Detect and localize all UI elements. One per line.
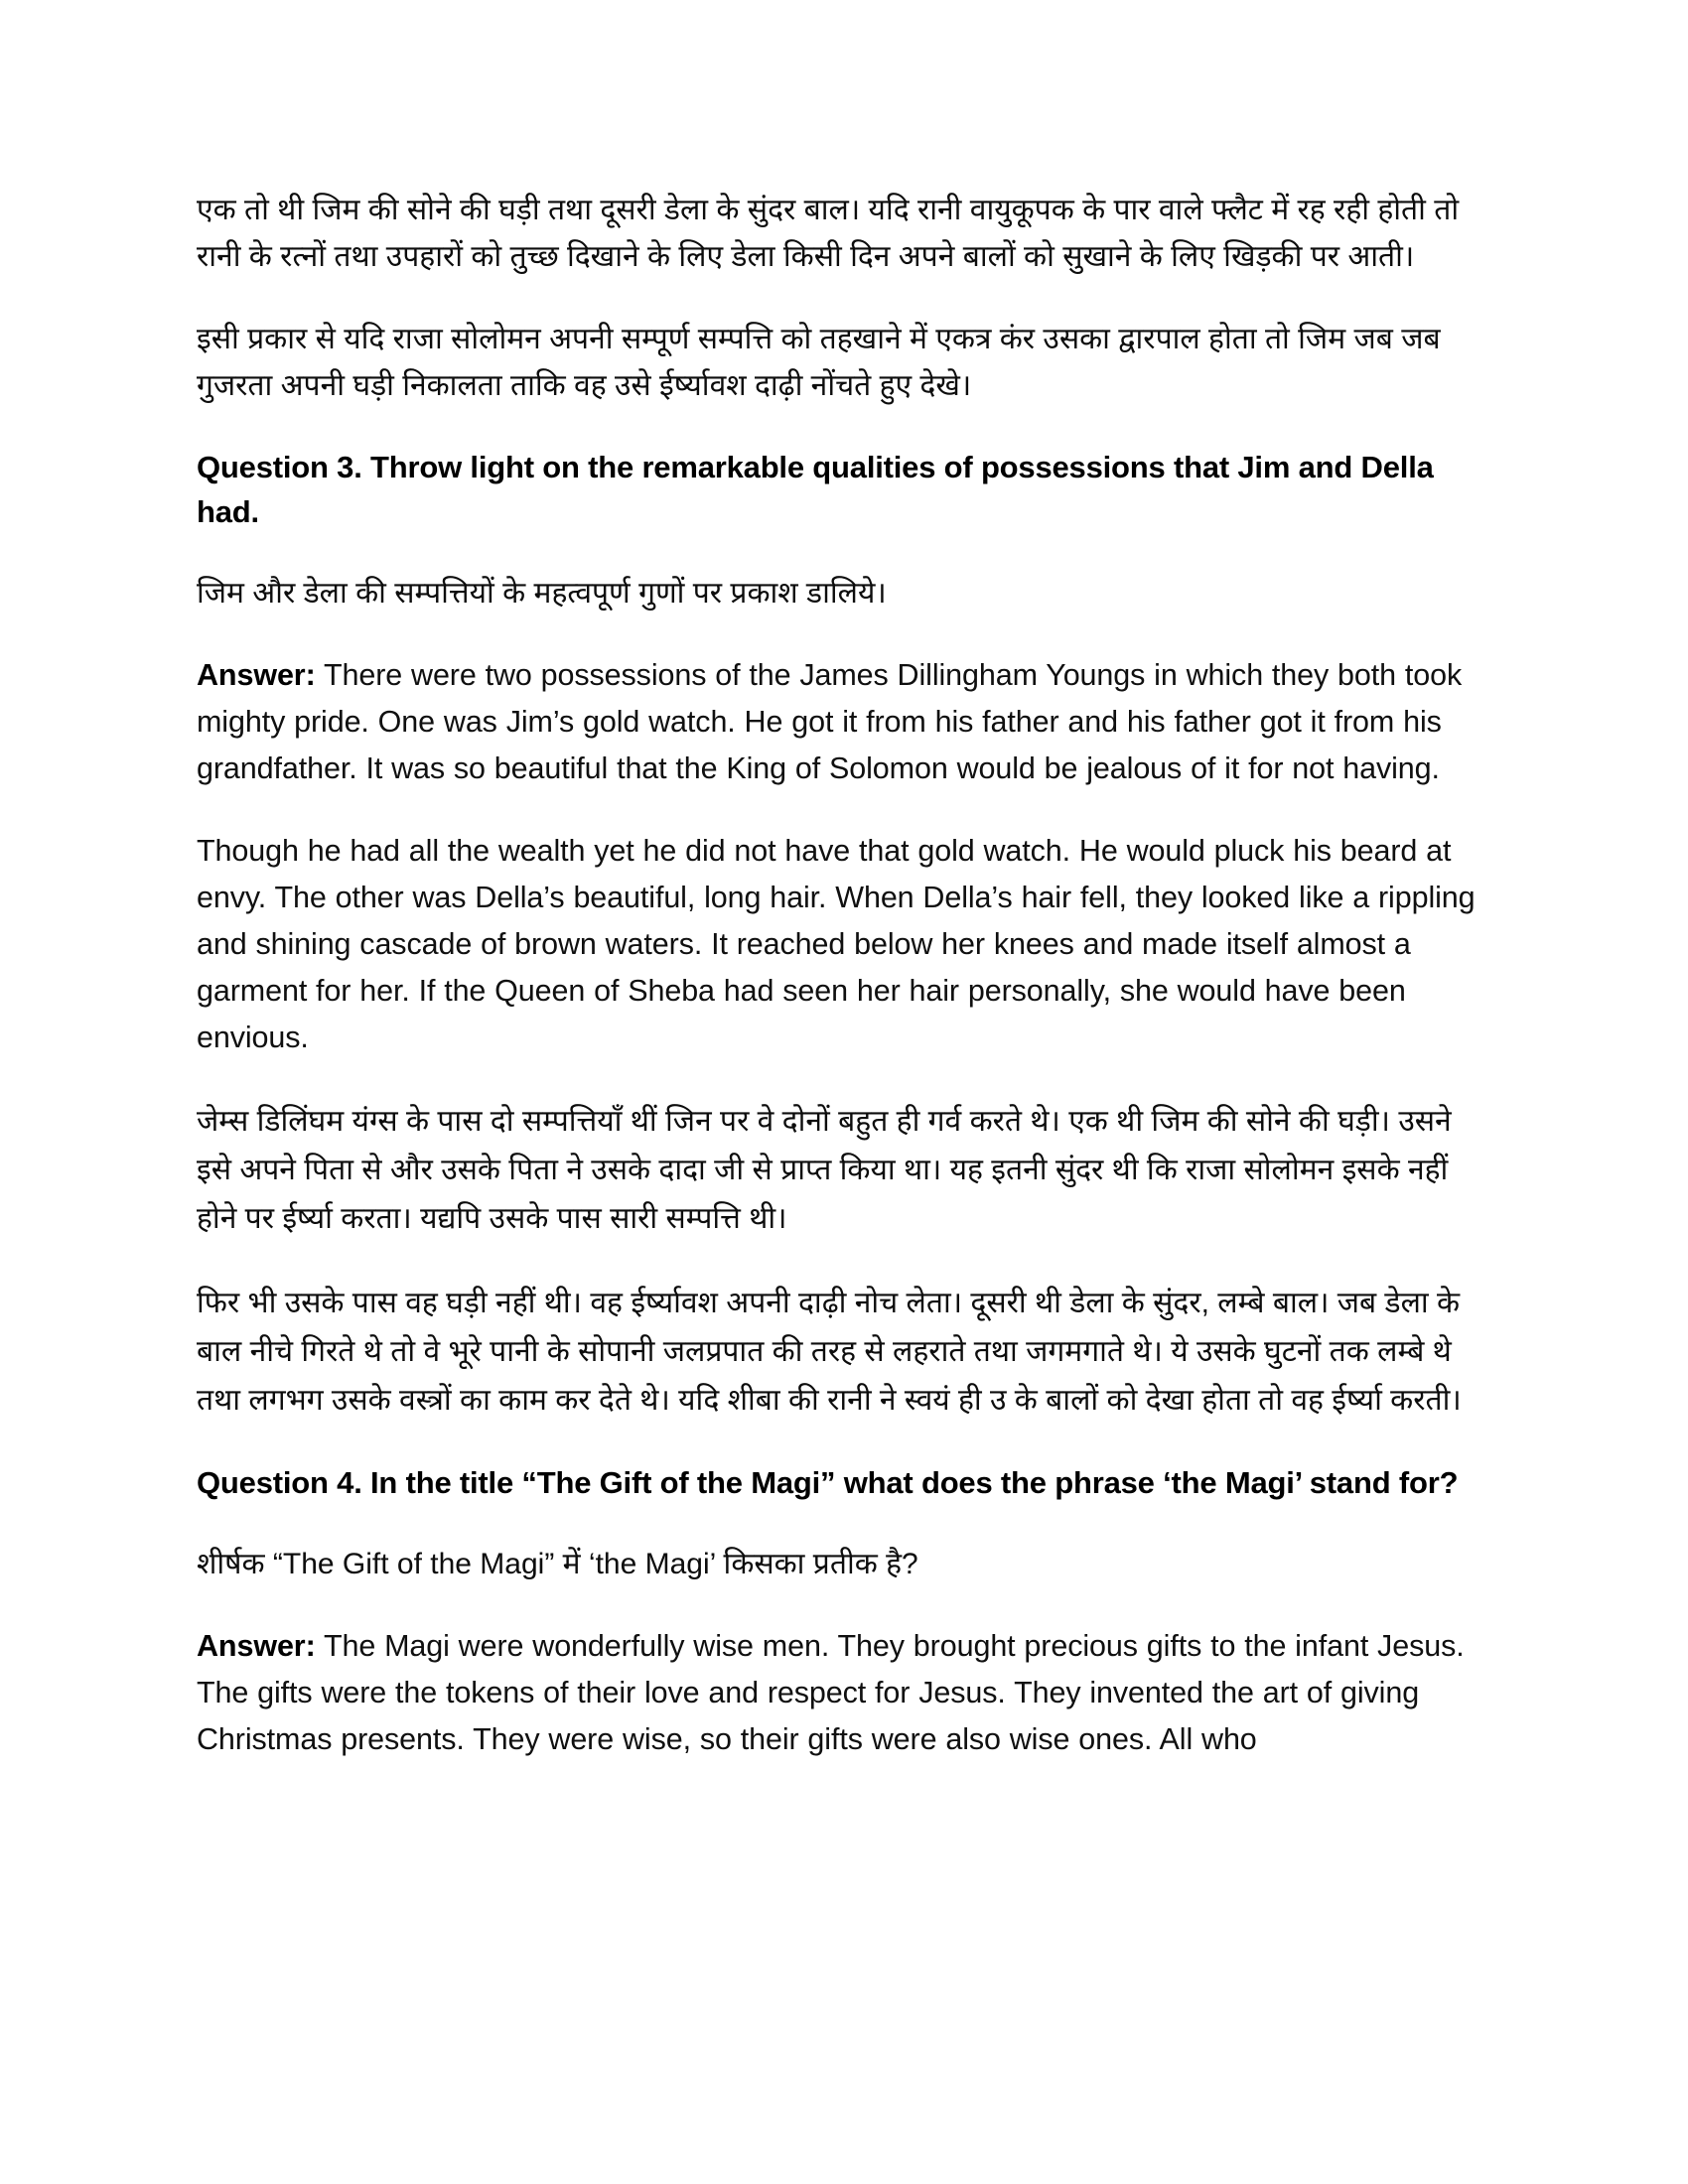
answer-label: Answer: [197,658,316,692]
answer-3-hindi-paragraph-1: जेम्स डिलिंघम यंग्स के पास दो सम्पत्तियाँ थीं जिन पर वे दोनों बहुत ही गर्व करते थे। एक थी जिम की सोने की घड़ी। उसने इसे अपने पिता से और उसके पिता ने उसके दादा जी से प्राप्त किया था। यह इतनी सुंदर थी कि राजा सोलोमन इसके नहीं होने पर ईर्ष्या करता। यद्यपि उसके पास सारी सम्पत्ति थी। [197,1105,1452,1235]
answer-3-paragraph-1 [197,652,1492,792]
question-3-hindi-translation: जिम और डेला की सम्पत्तियों के महत्वपूर्ण गुणों पर प्रकाश डालिये। [197,577,887,610]
answer-3-text-1: There were two possessions of the James Dillingham Youngs in which they both took mighty pride. One was Jim’s gold watch. He got it from his father and his father got it from his grandfather. It was so beautiful that the King of Solomon would be jealous of it for not having. [197,658,1463,785]
page-content [197,187,1492,1763]
question-3-heading: Question 3. Throw light on the remarkable qualities of possessions that Jim and Della had. [197,450,1434,529]
answer-4-text: The Magi were wonderfully wise men. They brought precious gifts to the infant Jesus. The gifts were the tokens of their love and respect for Jesus. They invented the art of giving Christmas presents. They were wise, so their gifts were also wise ones. All who [197,1629,1465,1756]
paragraph-hindi-1: एक तो थी जिम की सोने की घड़ी तथा दूसरी डेला के सुंदर बाल। यदि रानी वायुकूपक के पार वाले फ्लैट में रह रही होती तो रानी के रत्नों तथा उपहारों को तुच्छ दिखाने के लिए डेला किसी दिन अपने बालों को सुखाने के लिए खिड़की पर आती। [197,194,1460,273]
answer-4-paragraph [197,1623,1492,1763]
answer-label: Answer: [197,1629,316,1663]
paragraph-hindi-2: इसी प्रकार से यदि राजा सोलोमन अपनी सम्पूर्ण सम्पत्ति को तहखाने में एकत्र कंर उसका द्वारपाल होता तो जिम जब जब गुजरता अपनी घड़ी निकालता ताकि वह उसे ईर्ष्यावश दाढ़ी नोंचते हुए देखे। [197,323,1441,402]
question-4-hindi-translation: शीर्षक “The Gift of the Magi” में ‘the Magi’ किसका प्रतीक है? [197,1548,918,1580]
answer-3-hindi-paragraph-2: फिर भी उसके पास वह घड़ी नहीं थी। वह ईर्ष्यावश अपनी दाढ़ी नोच लेता। दूसरी थी डेला के सुंदर, लम्बे बाल। जब डेला के बाल नीचे गिरते थे तो वे भूरे पानी के सोपानी जलप्रपात की तरह से लहराते तथा जगमगाते थे। ये उसके घुटनों तक लम्बे थे तथा लगभग उसके वस्त्रों का काम कर देते थे। यदि शीबा की रानी ने स्वयं ही उ के बालों को देखा होता तो वह ईर्ष्या करती। [197,1287,1462,1417]
question-4-heading: Question 4. In the title “The Gift of the Magi” what does the phrase ‘the Magi’ stand for? [197,1465,1459,1500]
answer-3-paragraph-2: Though he had all the wealth yet he did not have that gold watch. He would pluck his beard at envy. The other was Della’s beautiful, long hair. When Della’s hair fell, they looked like a rippling and shining cascade of brown waters. It reached below her knees and made itself almost a garment for her. If the Queen of Sheba had seen her hair personally, she would have been envious. [197,834,1476,1054]
